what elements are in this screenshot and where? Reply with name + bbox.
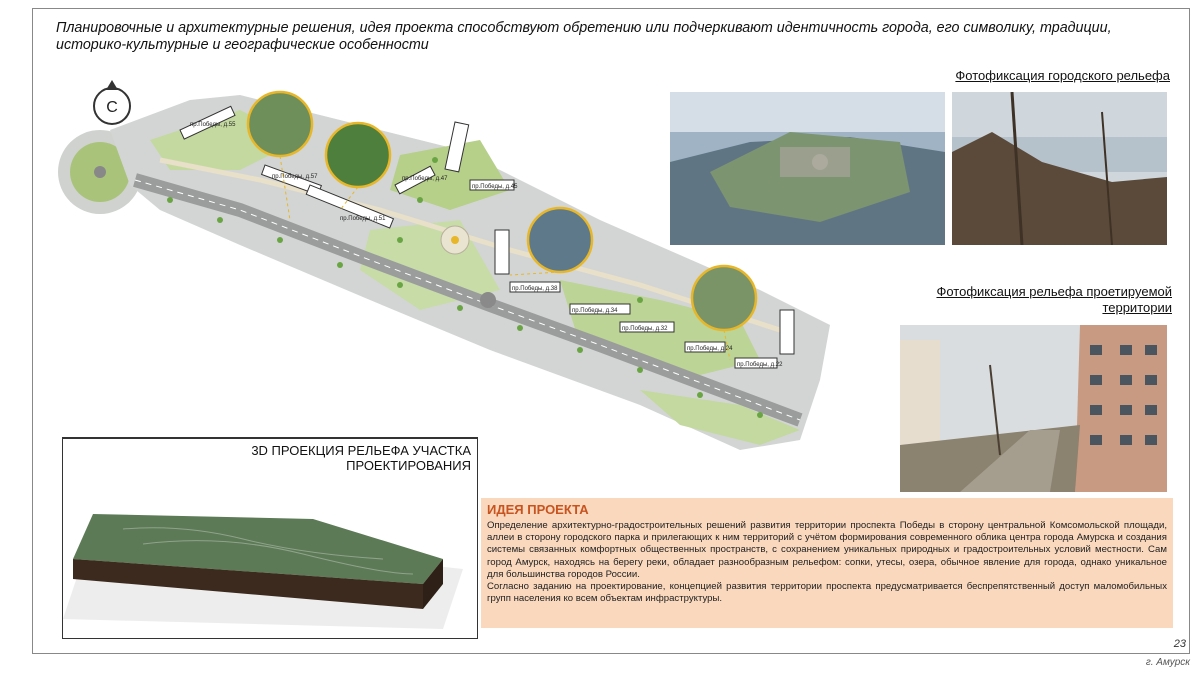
- relief-projection-panel: [62, 437, 478, 639]
- page-title: Планировочные и архитектурные решения, идея проекта способствуют обретению или подчеркивают идентичность города, его символику, традиции, историко-культурные и географические особенности: [56, 20, 1112, 53]
- site-street-photo: [900, 325, 1167, 492]
- idea-heading: ИДЕЯ ПРОЕКТА: [487, 502, 589, 517]
- idea-paragraph: Согласно заданию на проектирование, концепцией развития территории проспекта предусматривается беспрепятственный доступ маломобильных групп населения ко всем объектам инфраструктуры.: [487, 581, 1167, 605]
- projection-title-line1: 3D ПРОЕКЦИЯ РЕЛЬЕФА УЧАСТКА: [251, 443, 471, 458]
- idea-paragraph: Определение архитектурно-градостроительных решений развития территории проспекта Победы в сторону центральной Комсомольской площади, аллеи в сторону городского парка и прилегающих к ним территорий с учётом формирования современного облика центра города Амурска и создания системы связанных комфортных общественных пространств, с сохранением уникальных природных и градостроительных условий местности. Сам город Амурск, находясь на берегу реки, обладает разнообразным рельефом: сопки, утесы, озера, обычное явление для города, однако уникальное для большинства городов России.: [487, 520, 1167, 580]
- riverside-photo: [952, 92, 1167, 245]
- page-number: 23: [1173, 638, 1186, 650]
- north-label: С: [106, 99, 118, 116]
- building-label: пр.Победы, д.45: [472, 184, 518, 190]
- building-label: пр.Победы, д.38: [512, 286, 558, 292]
- building-label: пр.Победы, д.57: [272, 174, 318, 180]
- building-label: пр.Победы, д.51: [340, 216, 386, 222]
- project-idea-panel: [481, 498, 1173, 628]
- building-label: пр.Победы, д.47: [402, 176, 448, 182]
- projection-title: [251, 443, 471, 473]
- projection-title-line2: ПРОЕКТИРОВАНИЯ: [346, 458, 471, 473]
- building-label: пр.Победы, д.24: [687, 346, 733, 352]
- city-relief-caption: Фотофиксация городского рельефа: [955, 68, 1170, 83]
- building-label: пр.Победы, д.34: [572, 308, 618, 314]
- city-aerial-photo: [670, 92, 945, 245]
- relief-3d-model: [63, 499, 477, 639]
- building-label: пр.Победы, д.32: [622, 326, 668, 332]
- city-label: г. Амурск: [1145, 657, 1190, 668]
- site-relief-caption: Фотофиксация рельефа проетируемой территории: [936, 284, 1172, 315]
- building-label: пр.Победы, д.22: [737, 362, 783, 368]
- building-label: пр.Победы, д.55: [190, 122, 236, 128]
